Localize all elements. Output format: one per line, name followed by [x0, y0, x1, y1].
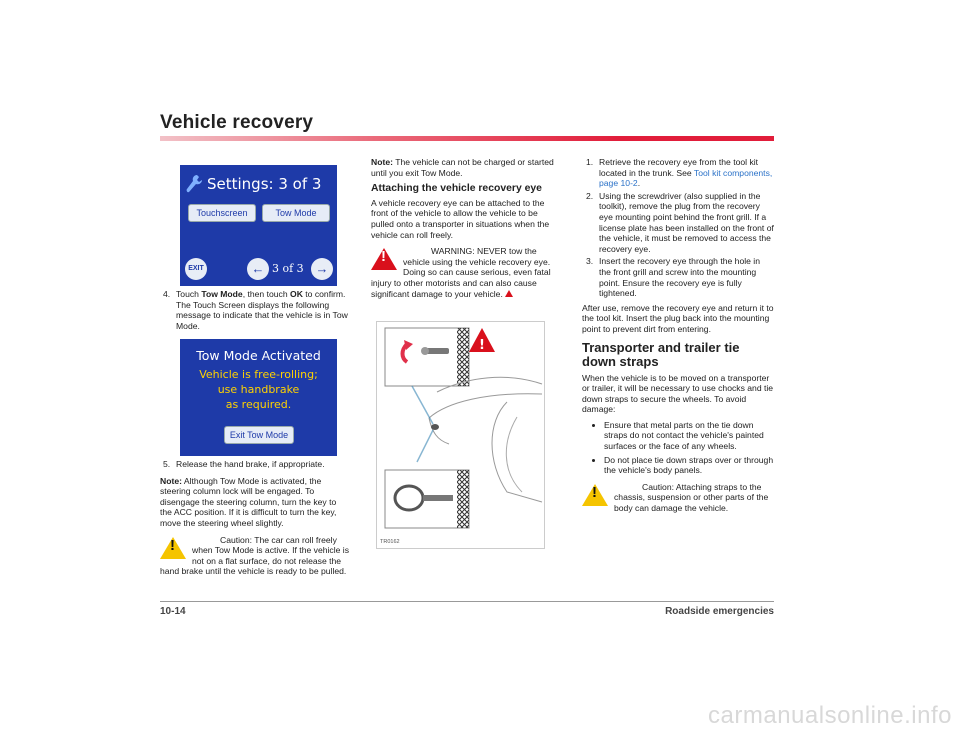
arrow-right-icon: → — [311, 258, 333, 280]
arrow-left-icon: ← — [247, 258, 269, 280]
pager-label: 3 of 3 — [272, 262, 304, 275]
step-5-number: 5. — [163, 459, 171, 469]
caution-text: Caution: The car can roll freely when Tow Mode is active. If the vehicle is not on a flat surface, do not release the hand brake until the vehicle is ready to be pulled. — [160, 534, 349, 577]
footer-section: Roadside emergencies — [665, 606, 774, 617]
step-4-text-c: , then touch — [242, 289, 291, 299]
warning-text — [371, 246, 563, 299]
step-3-number: 3. — [586, 256, 594, 267]
touchscreen-button: Touchscreen — [188, 204, 256, 222]
caution-straps-icon — [582, 484, 608, 506]
bullet-metal-parts: • Ensure that metal parts on the tie down straps do not contact the vehicle's painted surfaces or the face of any wheels. — [604, 420, 774, 452]
recovery-eye-heading: Attaching the vehicle recovery eye — [371, 183, 542, 195]
middle-note-text: The vehicle can not be charged or started until you exit Tow Mode. — [371, 157, 554, 178]
right-column — [582, 157, 774, 514]
note-text: Although Tow Mode is activated, the steering column lock will be engaged. To disengage the steering column, turn the key to the ACC position. If it is difficult to turn the key, move the steering wheel slightly. — [160, 475, 337, 528]
page-title: Vehicle recovery — [160, 112, 314, 133]
step-1-end: . — [637, 178, 641, 189]
tow-mode-line-1: Vehicle is free-rolling; — [199, 368, 318, 381]
warning-text-body: WARNING: NEVER tow the vehicle using the vehicle recovery eye. Doing so can cause serious, even fatal injury to other motorists and can also cause significant damage to your vehicle. — [371, 246, 551, 299]
step-4-ok: OK — [290, 289, 303, 299]
exit-tow-mode-button: Exit Tow Mode — [224, 426, 294, 444]
wrench-icon — [185, 173, 205, 195]
middle-note — [371, 157, 563, 178]
caution-tow-mode — [160, 535, 350, 577]
caution-icon — [160, 537, 186, 559]
title-rule — [160, 136, 774, 141]
step-1-number: 1. — [586, 157, 594, 167]
step-1-text: Retrieve the recovery eye from the tool kit located in the trunk. See — [599, 157, 759, 178]
left-column — [160, 289, 350, 336]
tow-mode-header: Tow Mode Activated — [196, 348, 321, 363]
warning-end-icon — [505, 290, 513, 297]
caution-straps — [582, 482, 774, 514]
left-note — [160, 476, 350, 529]
bullet-body-panels: • Do not place tie down straps over or through the vehicle's body panels. — [604, 455, 774, 476]
step-3 — [582, 256, 774, 298]
step-3-text: Insert the recovery eye through the hole in the front grill and screw into the mounting point. Ensure the recovery eye is fully tightened. — [599, 256, 760, 299]
transporter-heading: Transporter and trailer tie down straps — [582, 339, 740, 369]
tool-kit-link[interactable]: Tool kit components, page 10-2 — [599, 167, 773, 189]
svg-text:!: ! — [479, 338, 485, 353]
step-4-number: 4. — [163, 289, 171, 299]
footer-rule — [160, 601, 774, 602]
footer-page-number: 10-14 — [160, 606, 186, 617]
step-1 — [582, 157, 774, 189]
tow-mode-button: Tow Mode — [262, 204, 330, 222]
exit-button: EXIT — [185, 258, 207, 280]
figure-code: TR0162 — [380, 539, 400, 545]
step-2-text: Using the screwdriver (also supplied in the toolkit), remove the plug from the recovery eye mounting point behind the front grill. If a license plate has been installed on the front of the vehicle, it must be removed to access the recovery eye. — [599, 190, 774, 254]
step-4-text-e: to confirm. The Touch Screen displays the following message to indicate that the vehicle is in Tow Mode. — [176, 289, 348, 331]
recovery-eye-illustration — [377, 322, 544, 548]
warning-recovery-eye — [371, 246, 563, 299]
tow-mode-line-3: as required. — [225, 398, 292, 411]
step-5-text: Release the hand brake, if appropriate. — [176, 459, 325, 469]
after-use-para: After use, remove the recovery eye and return it to the tool kit. Insert the plug back into the mounting point to prevent dirt from entering. — [582, 302, 774, 334]
left-column-lower — [160, 459, 350, 577]
step-5 — [160, 459, 350, 470]
watermark: carmanualsonline.info — [708, 702, 952, 729]
tow-mode-screen-image — [180, 339, 337, 456]
caution-straps-text: Caution: Attaching straps to the chassis, suspension or other parts of the body can damage the vehicle. — [614, 481, 769, 514]
step-4 — [160, 289, 350, 331]
step-4-tow-mode: Tow Mode — [201, 289, 243, 299]
settings-screen-image — [180, 165, 337, 286]
tow-mode-line-2: use handbrake — [217, 383, 300, 396]
transporter-para: When the vehicle is to be moved on a transporter or trailer, it will be necessary to use chocks and tie down straps to secure the wheels. To avoid damage: — [582, 372, 774, 415]
note-label: Note: — [160, 475, 182, 486]
step-4-text-a: Touch — [176, 289, 202, 299]
step-2 — [582, 191, 774, 255]
settings-header: Settings: 3 of 3 — [207, 175, 322, 193]
recovery-eye-para: A vehicle recovery eye can be attached to the front of the vehicle to allow the vehicle to be pulled onto a transporter in situations when the vehicle can roll freely. — [371, 197, 550, 240]
middle-note-label: Note: — [371, 157, 393, 167]
recovery-eye-figure — [376, 321, 545, 549]
tie-down-list — [582, 420, 774, 476]
step-2-number: 2. — [586, 190, 594, 201]
middle-column — [371, 157, 563, 299]
warning-icon — [371, 248, 397, 270]
